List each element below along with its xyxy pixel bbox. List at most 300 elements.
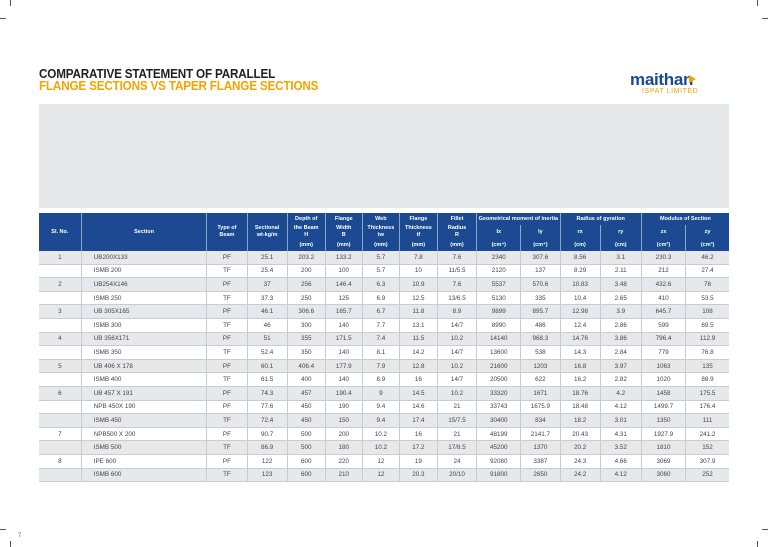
table-cell: 306.6	[287, 305, 325, 319]
table-cell: 10.83	[560, 278, 600, 292]
table-cell: 1499.7	[641, 400, 685, 414]
table-cell: 24.2	[560, 468, 600, 482]
table-cell: 622	[521, 373, 560, 387]
header-iy: Iy	[521, 225, 560, 239]
table-cell	[39, 414, 81, 428]
header-type: Type of Beam	[207, 213, 247, 251]
header-zx-unit: (cm³)	[641, 239, 685, 251]
table-cell: 307.6	[521, 251, 560, 264]
table-cell: 450	[287, 400, 325, 414]
table-cell: 9.4	[362, 400, 399, 414]
table-cell: 355	[287, 332, 325, 346]
header-flange-width-unit: (mm)	[325, 239, 362, 251]
logo-subtitle: ISPAT LIMITED	[642, 88, 699, 95]
table-cell: 6.9	[362, 291, 399, 305]
table-cell: 3.1	[600, 251, 641, 264]
table-cell: 150	[325, 414, 362, 428]
table-cell: 14.6	[399, 400, 437, 414]
table-cell: 1	[39, 251, 81, 264]
table-cell: 3069	[641, 454, 685, 468]
table-cell: 2.86	[600, 318, 641, 332]
table-cell: 33320	[477, 386, 521, 400]
table-row	[39, 278, 729, 292]
table-row	[39, 359, 729, 373]
table-cell: 100	[325, 264, 362, 278]
table-cell: 2141.7	[521, 427, 560, 441]
table-cell: 135	[686, 359, 729, 373]
table-cell: PF	[207, 454, 247, 468]
table-cell: 14/7	[437, 318, 476, 332]
table-cell: 1203	[521, 359, 560, 373]
table-cell: 20.2	[560, 441, 600, 455]
table-cell: 300	[287, 318, 325, 332]
table-row	[39, 468, 729, 482]
header-web-unit: (mm)	[362, 239, 399, 251]
table-cell: 14.5	[399, 386, 437, 400]
table-cell: PF	[207, 400, 247, 414]
crop-mark	[10, 0, 11, 6]
table-cell: 17/8.5	[437, 441, 476, 455]
header-flange-thk-unit: (mm)	[399, 239, 437, 251]
table-cell: 7.6	[437, 251, 476, 264]
table-cell: 12.4	[560, 318, 600, 332]
header-modulus-of-section: Modulus of Section	[641, 213, 729, 225]
table-cell: 14.76	[560, 332, 600, 346]
table-cell: 3.9	[600, 305, 641, 319]
table-cell: 4.31	[600, 427, 641, 441]
table-cell: 11.8	[399, 305, 437, 319]
table-cell: ISMB 300	[81, 318, 207, 332]
table-cell: 779	[641, 346, 685, 360]
crop-mark	[762, 529, 768, 530]
table-cell: 5.7	[362, 264, 399, 278]
table-cell: 432.6	[641, 278, 685, 292]
table-cell: 450	[287, 414, 325, 428]
table-cell: PF	[207, 251, 247, 264]
table-cell: TF	[207, 264, 247, 278]
table-cell: 61.5	[247, 373, 287, 387]
table-cell: UB 305X165	[81, 305, 207, 319]
table-cell: 220	[325, 454, 362, 468]
table-cell: 46.1	[247, 305, 287, 319]
table-cell: 140	[325, 318, 362, 332]
table-cell: NPB 450X 190	[81, 400, 207, 414]
comparison-table	[39, 213, 729, 482]
table-cell: 2650	[521, 468, 560, 482]
table-cell: UB254X146	[81, 278, 207, 292]
table-cell: 48199	[477, 427, 521, 441]
table-cell: 60.1	[247, 359, 287, 373]
header-zy-unit: (cm³)	[686, 239, 729, 251]
table-cell: 6.7	[362, 305, 399, 319]
table-cell: 3.52	[600, 441, 641, 455]
table-cell: 200	[325, 427, 362, 441]
table-cell: 37	[247, 278, 287, 292]
table-row	[39, 264, 729, 278]
table-cell: 20.43	[560, 427, 600, 441]
company-logo	[630, 72, 740, 98]
table-cell: 4.2	[600, 386, 641, 400]
table-cell: 1458	[641, 386, 685, 400]
table-cell: 1063	[641, 359, 685, 373]
table-cell: NPB500 X 200	[81, 427, 207, 441]
header-iy-unit: (cm⁴)	[521, 239, 560, 251]
table-cell: 25.4	[247, 264, 287, 278]
table-cell: 252	[686, 468, 729, 482]
table-cell: 45200	[477, 441, 521, 455]
table-row	[39, 454, 729, 468]
table-cell: PF	[207, 386, 247, 400]
table-cell: 10.9	[399, 278, 437, 292]
table-cell: 90.7	[247, 427, 287, 441]
table-cell: 10.2	[362, 427, 399, 441]
table-cell: 25.1	[247, 251, 287, 264]
table-cell: 3.86	[600, 332, 641, 346]
table-cell: ISMB 250	[81, 291, 207, 305]
page-number: 7	[18, 533, 22, 539]
crop-mark	[0, 529, 6, 530]
table-row	[39, 373, 729, 387]
table-cell: 796.4	[641, 332, 685, 346]
table-cell: 14/7	[437, 373, 476, 387]
header-section: Section	[81, 213, 207, 251]
table-cell: 645.7	[641, 305, 685, 319]
table-cell: 5.7	[362, 251, 399, 264]
table-cell: 76.8	[686, 346, 729, 360]
table-cell: 17.2	[399, 441, 437, 455]
table-cell: 72.4	[247, 414, 287, 428]
table-cell: 24.3	[560, 454, 600, 468]
header-rx: rx	[560, 225, 600, 239]
table-cell: 10.4	[560, 291, 600, 305]
table-cell: 2.65	[600, 291, 641, 305]
table-cell: 140	[325, 373, 362, 387]
table-cell: 8.56	[560, 251, 600, 264]
logo-arrow-icon	[689, 75, 696, 83]
header-sl-no: Sl. No.	[39, 213, 81, 251]
header-depth: Depth of	[287, 213, 325, 225]
table-cell: 18.48	[560, 400, 600, 414]
table-cell: 410	[641, 291, 685, 305]
table-cell: TF	[207, 346, 247, 360]
table-cell: 152	[686, 441, 729, 455]
table-cell: 486	[521, 318, 560, 332]
table-cell: 11.5	[399, 332, 437, 346]
table-cell: PF	[207, 427, 247, 441]
table-cell: 2120	[477, 264, 521, 278]
table-cell: 13.1	[399, 318, 437, 332]
header-depth-unit: (mm)	[287, 239, 325, 251]
header-sectional-weight: Sectional wt-kg/m	[247, 213, 287, 251]
table-cell: 77.6	[247, 400, 287, 414]
logo-brand: maithan	[630, 70, 694, 89]
table-cell: UB 356X171	[81, 332, 207, 346]
table-cell: 7.7	[362, 318, 399, 332]
table-cell: 37.3	[247, 291, 287, 305]
table-cell: 180	[325, 441, 362, 455]
table-cell	[39, 400, 81, 414]
table-cell: 10.2	[362, 441, 399, 455]
table-cell: 7.9	[362, 359, 399, 373]
table-cell: 7.6	[437, 278, 476, 292]
header-moment-of-inertia: Geometrical moment of inertia	[477, 213, 560, 225]
table-cell: 53.5	[686, 291, 729, 305]
table-cell: 1020	[641, 373, 685, 387]
table-cell: 335	[521, 291, 560, 305]
table-cell: 350	[287, 346, 325, 360]
table-cell: 2.84	[600, 346, 641, 360]
table-cell: 895.7	[521, 305, 560, 319]
table-cell: 212	[641, 264, 685, 278]
header-zx: zx	[641, 225, 685, 239]
table-cell: 190.4	[325, 386, 362, 400]
table-cell: 16	[399, 427, 437, 441]
table-cell: 12	[362, 468, 399, 482]
table-cell: 500	[287, 441, 325, 455]
crop-mark	[0, 18, 6, 19]
table-cell: 46.2	[686, 251, 729, 264]
table-header	[39, 213, 729, 251]
table-cell	[39, 318, 81, 332]
table-cell: 5537	[477, 278, 521, 292]
table-cell: 92080	[477, 454, 521, 468]
table-cell: 203.2	[287, 251, 325, 264]
table-row	[39, 332, 729, 346]
table-row	[39, 346, 729, 360]
table-row	[39, 291, 729, 305]
table-cell: 13/6.5	[437, 291, 476, 305]
table-cell: 9	[362, 386, 399, 400]
table-cell: 20.3	[399, 468, 437, 482]
table-cell: UB200X133	[81, 251, 207, 264]
header-web-sub: Thickness tw	[362, 225, 399, 239]
table-cell: 9899	[477, 305, 521, 319]
table-cell: 457	[287, 386, 325, 400]
table-cell: IPE 600	[81, 454, 207, 468]
table-cell: 3.97	[600, 359, 641, 373]
table-cell: 250	[287, 291, 325, 305]
table-cell: 146.4	[325, 278, 362, 292]
table-cell: 7	[39, 427, 81, 441]
table-cell: 3060	[641, 468, 685, 482]
table-cell: ISMB 500	[81, 441, 207, 455]
table-cell	[39, 346, 81, 360]
header-radius-of-gyration: Radius of gyration	[560, 213, 641, 225]
table-cell: TF	[207, 373, 247, 387]
table-cell: 8.29	[560, 264, 600, 278]
table-cell: 1810	[641, 441, 685, 455]
table-cell: 10.2	[437, 386, 476, 400]
crop-mark	[10, 541, 11, 547]
header-flange-thickness: Flange	[399, 213, 437, 225]
table-row	[39, 318, 729, 332]
header-ix-unit: (cm⁴)	[477, 239, 521, 251]
table-row	[39, 400, 729, 414]
table-cell: 5	[39, 359, 81, 373]
table-cell: 7.4	[362, 332, 399, 346]
table-cell: 4.12	[600, 400, 641, 414]
table-cell: 6.3	[362, 278, 399, 292]
table-cell	[39, 441, 81, 455]
header-ix: Ix	[477, 225, 521, 239]
table-cell: 86.9	[247, 441, 287, 455]
header-fillet-sub: Radius R	[437, 225, 476, 239]
table-cell: 24	[437, 454, 476, 468]
table-cell: 8.9	[362, 373, 399, 387]
header-rx-unit: (cm)	[560, 239, 600, 251]
table-cell: 27.4	[686, 264, 729, 278]
table-cell: 133.2	[325, 251, 362, 264]
header-flange-thk-sub: Thickness tf	[399, 225, 437, 239]
table-cell: 500	[287, 427, 325, 441]
table-cell: 15/7.5	[437, 414, 476, 428]
table-cell: 112.9	[686, 332, 729, 346]
header-flange-width: Flange	[325, 213, 362, 225]
table-cell: 8990	[477, 318, 521, 332]
crop-mark	[757, 541, 758, 547]
table-cell: 18.2	[560, 414, 600, 428]
table-cell	[39, 373, 81, 387]
table-cell: 14.3	[560, 346, 600, 360]
table-cell: 33743	[477, 400, 521, 414]
table-cell: 307.9	[686, 454, 729, 468]
table-cell: 10.2	[437, 359, 476, 373]
table-cell: 1350	[641, 414, 685, 428]
table-cell: 3	[39, 305, 81, 319]
table-cell: TF	[207, 468, 247, 482]
title-line-2: FLANGE SECTIONS VS TAPER FLANGE SECTIONS	[39, 78, 319, 93]
table-row	[39, 305, 729, 319]
table-cell: 20500	[477, 373, 521, 387]
table-cell: 1675.9	[521, 400, 560, 414]
table-cell: 2	[39, 278, 81, 292]
table-cell: 3.48	[600, 278, 641, 292]
header-ry-unit: (cm)	[600, 239, 641, 251]
table-cell: ISMB 350	[81, 346, 207, 360]
table-cell: 4.12	[600, 468, 641, 482]
table-cell: 9.4	[362, 414, 399, 428]
table-cell: 8.9	[437, 305, 476, 319]
table-cell: 968.3	[521, 332, 560, 346]
table-cell: 140	[325, 346, 362, 360]
table-cell: 19	[399, 454, 437, 468]
table-cell: 52.4	[247, 346, 287, 360]
table-cell: 1927.9	[641, 427, 685, 441]
table-row	[39, 441, 729, 455]
page-title	[39, 68, 318, 92]
table-cell: 7.8	[399, 251, 437, 264]
table-cell: UB 406 X 178	[81, 359, 207, 373]
table-cell: 12.5	[399, 291, 437, 305]
table-cell: 125	[325, 291, 362, 305]
table-cell: 599	[641, 318, 685, 332]
crop-mark	[762, 18, 768, 19]
table-cell: 13600	[477, 346, 521, 360]
table-cell: TF	[207, 441, 247, 455]
table-cell: 230.3	[641, 251, 685, 264]
header-web-thickness: Web	[362, 213, 399, 225]
table-cell: 177.9	[325, 359, 362, 373]
table-cell: PF	[207, 305, 247, 319]
table-cell: 12.98	[560, 305, 600, 319]
title-line-1: COMPARATIVE STATEMENT OF PARALLEL	[39, 66, 276, 81]
table-cell: ISMB 450	[81, 414, 207, 428]
table-cell: TF	[207, 414, 247, 428]
table-cell: 4	[39, 332, 81, 346]
table-cell: TF	[207, 291, 247, 305]
table-cell: 16.8	[560, 359, 600, 373]
table-cell: 21	[437, 427, 476, 441]
table-cell: 18.76	[560, 386, 600, 400]
table-cell: 8.1	[362, 346, 399, 360]
table-cell: 14/7	[437, 346, 476, 360]
table-cell: 200	[287, 264, 325, 278]
table-cell: 600	[287, 468, 325, 482]
table-cell: 241.2	[686, 427, 729, 441]
table-cell: 3387	[521, 454, 560, 468]
table-cell: 190	[325, 400, 362, 414]
table-cell: UB 457 X 191	[81, 386, 207, 400]
table-cell: 6	[39, 386, 81, 400]
table-body	[39, 251, 729, 482]
table-cell: 69.5	[686, 318, 729, 332]
table-cell: 400	[287, 373, 325, 387]
table-cell: 1671	[521, 386, 560, 400]
table-cell: PF	[207, 278, 247, 292]
table-cell: 16.2	[560, 373, 600, 387]
table-cell	[39, 468, 81, 482]
table-cell: 20/10	[437, 468, 476, 482]
table-cell: 5130	[477, 291, 521, 305]
header-fillet-radius: Fillet	[437, 213, 476, 225]
table-cell: 406.4	[287, 359, 325, 373]
header-flange-width-sub: Width B	[325, 225, 362, 239]
table-cell: 210	[325, 468, 362, 482]
table-cell: 834	[521, 414, 560, 428]
table-cell: 10	[399, 264, 437, 278]
table-cell: ISMB 600	[81, 468, 207, 482]
table-cell: 108	[686, 305, 729, 319]
table-row	[39, 386, 729, 400]
header-ry: ry	[600, 225, 641, 239]
table-cell: 74.3	[247, 386, 287, 400]
table-cell: PF	[207, 359, 247, 373]
table-cell: 30400	[477, 414, 521, 428]
table-cell: 10.2	[437, 332, 476, 346]
image-placeholder-banner	[39, 104, 729, 208]
table-cell: 570.6	[521, 278, 560, 292]
table-row	[39, 251, 729, 264]
table-cell: 21	[437, 400, 476, 414]
table-cell: 137	[521, 264, 560, 278]
header-fillet-unit: (mm)	[437, 239, 476, 251]
table-cell: 171.5	[325, 332, 362, 346]
table-cell: 256	[287, 278, 325, 292]
table-cell: 11/5.5	[437, 264, 476, 278]
header-zy: zy	[686, 225, 729, 239]
table-row	[39, 414, 729, 428]
table-cell: 12.8	[399, 359, 437, 373]
table-cell: 600	[287, 454, 325, 468]
table-cell: 538	[521, 346, 560, 360]
table-cell	[39, 264, 81, 278]
table-cell: 165.7	[325, 305, 362, 319]
table-cell: 2340	[477, 251, 521, 264]
table-cell: 4.66	[600, 454, 641, 468]
table-cell: 1370	[521, 441, 560, 455]
table-cell: 88.9	[686, 373, 729, 387]
table-row	[39, 427, 729, 441]
